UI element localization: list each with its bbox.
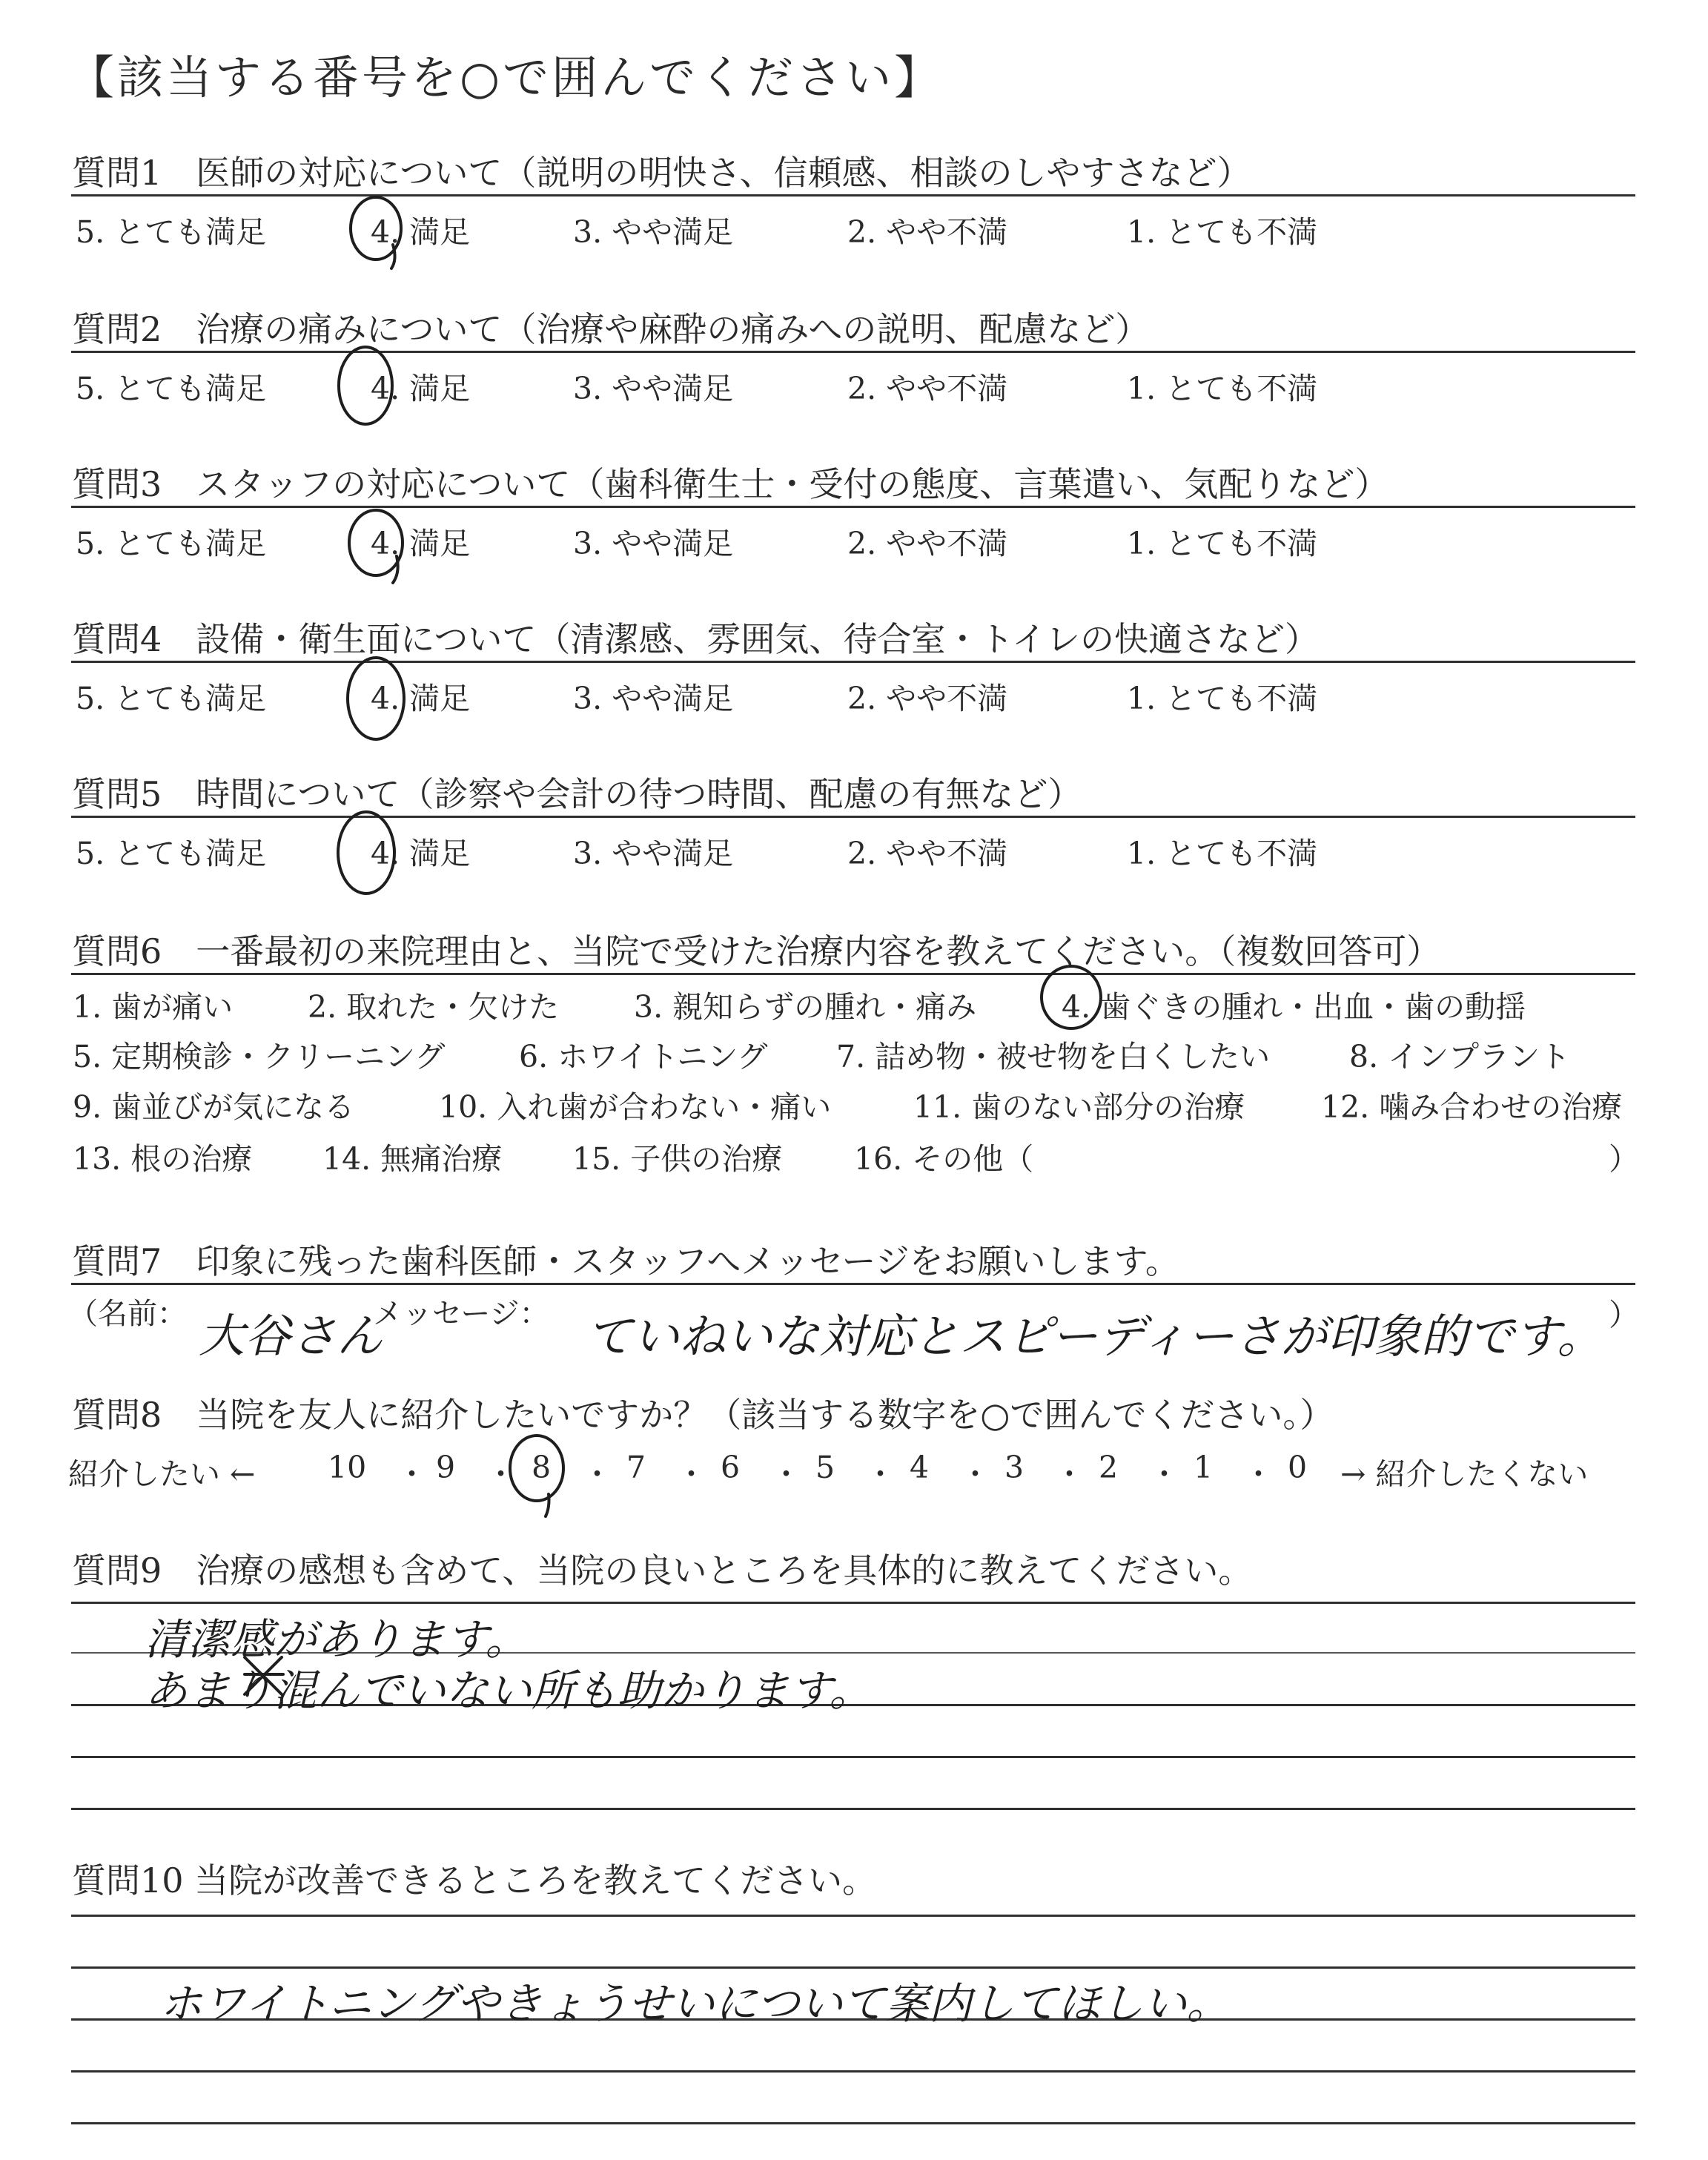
circle-mark-q8 — [510, 1436, 563, 1501]
recommend-right-label: → 紹介したくない — [1340, 1456, 1589, 1492]
reason-option[interactable]: 10. 入れ歯が合わない・痛い — [439, 1089, 832, 1125]
circle-mark-q2 — [339, 347, 392, 424]
option-2[interactable]: 2. やや不満 — [847, 526, 1008, 561]
option-2[interactable]: 2. やや不満 — [847, 836, 1008, 871]
option-3[interactable]: 3. やや満足 — [573, 836, 734, 871]
option-2[interactable]: 2. やや不満 — [847, 371, 1008, 406]
circle-mark-q4 — [348, 658, 404, 739]
scale-9[interactable]: 9 — [436, 1450, 456, 1485]
circle-mark-q6 — [1042, 966, 1101, 1028]
option-3[interactable]: 3. やや満足 — [573, 214, 734, 250]
recommend-left-label: 紹介したい ← — [68, 1456, 256, 1492]
option-1[interactable]: 1. とても不満 — [1127, 836, 1318, 871]
reason-option-other[interactable]: 16. その他（ — [854, 1141, 1034, 1177]
reason-option[interactable]: 7. 詰め物・被せ物を白くしたい — [836, 1039, 1271, 1074]
question-7-label: 質問7 印象に残った歯科医師・スタッフへメッセージをお願いします。 — [72, 1241, 1179, 1281]
option-2[interactable]: 2. やや不満 — [847, 214, 1008, 250]
separator-dot: ・ — [397, 1456, 427, 1492]
scale-5[interactable]: 5 — [815, 1450, 835, 1485]
scale-8[interactable]: 8 — [532, 1450, 552, 1485]
option-5[interactable]: 5. とても満足 — [76, 836, 267, 871]
reason-option[interactable]: 13. 根の治療 — [73, 1141, 253, 1177]
reason-option[interactable]: 1. 歯が痛い — [73, 989, 234, 1025]
name-handwritten[interactable]: 大谷さん — [199, 1309, 383, 1363]
reason-option[interactable]: 14. 無痛治療 — [322, 1141, 503, 1177]
strike-scribble — [245, 1657, 283, 1694]
circle-tail — [391, 245, 395, 268]
question-2-label: 質問2 治療の痛みについて（治療や麻酔の痛みへの説明、配慮など） — [72, 309, 1150, 349]
separator-dot: ・ — [960, 1456, 990, 1492]
scale-1[interactable]: 1 — [1194, 1450, 1214, 1485]
separator-dot: ・ — [771, 1456, 801, 1492]
message-handwritten[interactable]: ていねいな対応とスピーディーさが印象的です。 — [586, 1309, 1604, 1364]
question-10-label: 質問10 当院が改善できるところを教えてください。 — [72, 1860, 877, 1900]
question-3-label: 質問3 スタッフの対応について（歯科衛生士・受付の態度、言葉遣い、気配りなど） — [72, 464, 1389, 504]
option-4[interactable]: 4. 満足 — [371, 836, 471, 871]
reason-option[interactable]: 8. インプラント — [1349, 1039, 1571, 1074]
reason-option[interactable]: 15. 子供の治療 — [572, 1141, 783, 1177]
close-paren: ） — [1609, 1141, 1639, 1177]
option-3[interactable]: 3. やや満足 — [573, 371, 734, 406]
scale-3[interactable]: 3 — [1004, 1450, 1025, 1485]
reason-option[interactable]: 6. ホワイトニング — [519, 1039, 768, 1074]
option-1[interactable]: 1. とても不満 — [1127, 214, 1318, 250]
option-4[interactable]: 4. 満足 — [371, 214, 471, 250]
option-1[interactable]: 1. とても不満 — [1127, 526, 1318, 561]
separator-dot: ・ — [1054, 1456, 1085, 1492]
name-label: （名前： — [68, 1297, 187, 1331]
question-5-label: 質問5 時間について（診察や会計の待つ時間、配慮の有無など） — [72, 774, 1082, 814]
reason-option[interactable]: 12. 噛み合わせの治療 — [1321, 1089, 1623, 1125]
answer-line-handwritten[interactable]: あまり混んでいない所も助かります。 — [145, 1665, 873, 1716]
reason-option[interactable]: 4. 歯ぐきの腫れ・出血・歯の動揺 — [1062, 989, 1526, 1025]
separator-dot: ・ — [1243, 1456, 1274, 1492]
scale-6[interactable]: 6 — [721, 1450, 741, 1485]
question-6-label: 質問6 一番最初の来院理由と、当院で受けた治療内容を教えてください。（複数回答可） — [72, 931, 1441, 971]
scale-0[interactable]: 0 — [1288, 1450, 1308, 1485]
page-title: 【該当する番号を○で囲んでください】 — [68, 50, 944, 105]
close-paren: ） — [1609, 1297, 1639, 1332]
option-3[interactable]: 3. やや満足 — [573, 681, 734, 716]
question-8-label: 質問8 当院を友人に紹介したいですか？（該当する数字を○で囲んでください。） — [72, 1395, 1334, 1435]
option-4[interactable]: 4. 満足 — [371, 681, 471, 716]
option-1[interactable]: 1. とても不満 — [1127, 681, 1318, 716]
option-1[interactable]: 1. とても不満 — [1127, 371, 1318, 406]
option-5[interactable]: 5. とても満足 — [76, 681, 267, 716]
message-label: メッセージ： — [373, 1297, 549, 1331]
circle-mark-q3 — [349, 510, 403, 575]
reason-option[interactable]: 9. 歯並びが気になる — [73, 1089, 355, 1125]
option-4[interactable]: 4. 満足 — [371, 526, 471, 561]
option-3[interactable]: 3. やや満足 — [573, 526, 734, 561]
question-9-label: 質問9 治療の感想も含めて、当院の良いところを具体的に教えてください。 — [72, 1550, 1253, 1591]
reason-option[interactable]: 2. 取れた・欠けた — [308, 989, 560, 1025]
answer-line-handwritten[interactable]: 清潔感があります。 — [145, 1614, 529, 1665]
separator-dot: ・ — [865, 1456, 896, 1492]
answer-line-handwritten[interactable]: ホワイトニングやきょうせいについて案内してほしい。 — [159, 1978, 1230, 2029]
option-2[interactable]: 2. やや不満 — [847, 681, 1008, 716]
option-5[interactable]: 5. とても満足 — [76, 214, 267, 250]
circle-mark-q5 — [338, 812, 394, 894]
scale-4[interactable]: 4 — [910, 1450, 930, 1485]
question-1-label: 質問1 医師の対応について（説明の明快さ、信頼感、相談のしやすさなど） — [72, 153, 1251, 193]
reason-option[interactable]: 3. 親知らずの腫れ・痛み — [634, 989, 977, 1025]
separator-dot: ・ — [486, 1456, 516, 1492]
scale-10[interactable]: 10 — [328, 1450, 367, 1485]
circle-tail — [393, 556, 398, 583]
scale-7[interactable]: 7 — [626, 1450, 646, 1485]
option-5[interactable]: 5. とても満足 — [76, 371, 267, 406]
reason-option[interactable]: 11. 歯のない部分の治療 — [913, 1089, 1245, 1125]
separator-dot: ・ — [1149, 1456, 1179, 1492]
option-5[interactable]: 5. とても満足 — [76, 526, 267, 561]
separator-dot: ・ — [582, 1456, 612, 1492]
option-4[interactable]: 4. 満足 — [371, 371, 471, 406]
separator-dot: ・ — [676, 1456, 706, 1492]
reason-option[interactable]: 5. 定期検診・クリーニング — [73, 1039, 446, 1074]
question-4-label: 質問4 設備・衛生面について（清潔感、雰囲気、待合室・トイレの快適さなど） — [72, 619, 1320, 659]
scale-2[interactable]: 2 — [1099, 1450, 1119, 1485]
